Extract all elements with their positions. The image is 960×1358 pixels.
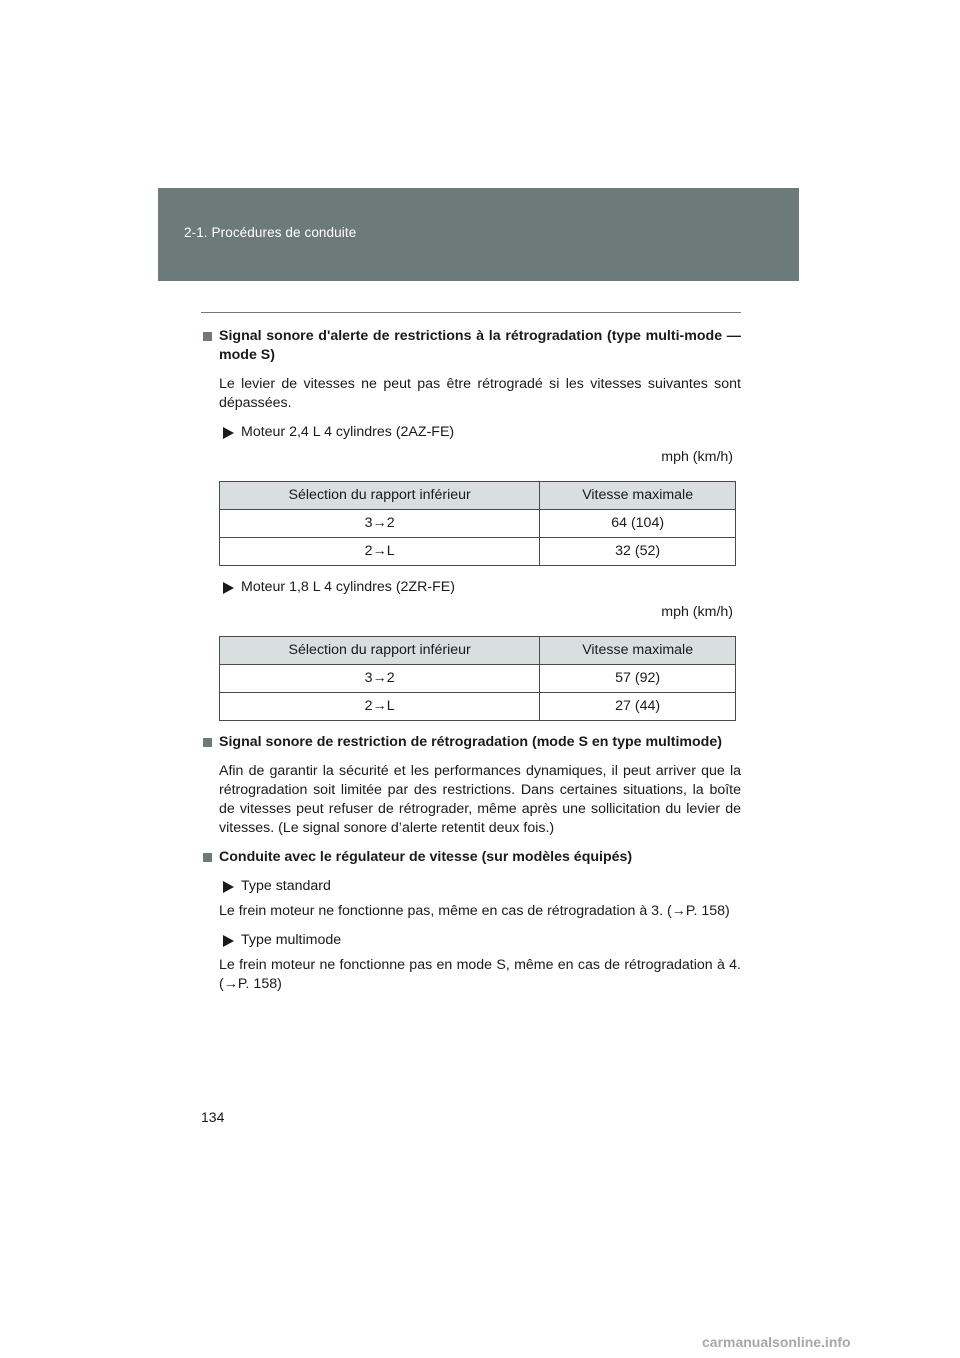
square-bullet-icon <box>203 853 212 862</box>
type-label-multimode <box>219 931 741 950</box>
section-heading-downshift-alert <box>201 327 741 365</box>
heading-text: Signal sonore de restriction de rétrogradation (mode S en type multimode) <box>219 734 722 750</box>
type-label-text: Type multimode <box>241 932 342 948</box>
table-cell: 3→2 <box>220 665 540 693</box>
table-cell: 27 (44) <box>540 693 736 721</box>
triangle-bullet-icon <box>223 935 234 947</box>
square-bullet-icon <box>203 738 212 747</box>
body-paragraph: Le frein moteur ne fonctionne pas, même en cas de rétrogradation à 3. (→P. 158) <box>219 903 730 919</box>
triangle-bullet-icon <box>223 582 234 594</box>
unit-label: mph (km/h) <box>661 604 733 620</box>
body-paragraph: Le frein moteur ne fonctionne pas en mode S, même en cas de rétrogradation à 4. (→P. 158) <box>219 957 741 992</box>
engine-label-2az <box>219 423 741 442</box>
table-header-cell: Vitesse maximale <box>540 482 736 510</box>
triangle-bullet-icon <box>223 427 234 439</box>
section-header-band <box>158 188 799 281</box>
table-row <box>220 510 736 538</box>
triangle-bullet-icon <box>223 881 234 893</box>
table-cell: 2→L <box>220 693 540 721</box>
watermark: carmanualsonline.info <box>702 1334 851 1350</box>
table-cell: 3→2 <box>220 510 540 538</box>
page-number: 134 <box>201 1109 225 1125</box>
engine-label-2zr <box>219 578 741 597</box>
type-label-text: Type standard <box>241 878 331 894</box>
heading-text: Conduite avec le régulateur de vitesse (sur modèles équipés) <box>219 849 633 865</box>
speed-table-2zr <box>219 636 736 721</box>
table-cell: 32 (52) <box>540 538 736 566</box>
header-divider <box>201 312 741 313</box>
table-header-cell: Vitesse maximale <box>540 637 736 665</box>
table-header-cell: Sélection du rapport inférieur <box>220 482 540 510</box>
engine-label-text: Moteur 2,4 L 4 cylindres (2AZ-FE) <box>241 424 455 440</box>
table-row <box>220 538 736 566</box>
table-header-cell: Sélection du rapport inférieur <box>220 637 540 665</box>
body-paragraph: Le levier de vitesses ne peut pas être rétrogradé si les vitesses suivantes sont dépassées. <box>219 376 741 411</box>
heading-text: Signal sonore d'alerte de restrictions à la rétrogradation (type multi-mode — mode S) <box>219 328 741 363</box>
section-heading-downshift-restriction <box>201 733 741 752</box>
engine-label-text: Moteur 1,8 L 4 cylindres (2ZR-FE) <box>241 579 455 595</box>
type-label-standard <box>219 877 741 896</box>
table-row <box>220 665 736 693</box>
table-row <box>220 693 736 721</box>
speed-table-2az <box>219 481 736 566</box>
section-title: 2-1. Procédures de conduite <box>184 225 357 240</box>
table-header-row <box>220 482 736 510</box>
section-heading-cruise-control <box>201 848 741 867</box>
table-cell: 64 (104) <box>540 510 736 538</box>
square-bullet-icon <box>203 332 212 341</box>
table-cell: 2→L <box>220 538 540 566</box>
table-header-row <box>220 637 736 665</box>
table-cell: 57 (92) <box>540 665 736 693</box>
page-content <box>201 327 741 1004</box>
unit-label: mph (km/h) <box>661 449 733 465</box>
body-paragraph: Afin de garantir la sécurité et les performances dynamiques, il peut arriver que la rétrogradation soit limitée par des restrictions. Dans certaines situations, la boîte de vitesses peut refuser de rétrograder, même après une sollicitation du levier de vitesses. (Le signal sonore d’alerte retentit deux fois.) <box>219 763 741 836</box>
